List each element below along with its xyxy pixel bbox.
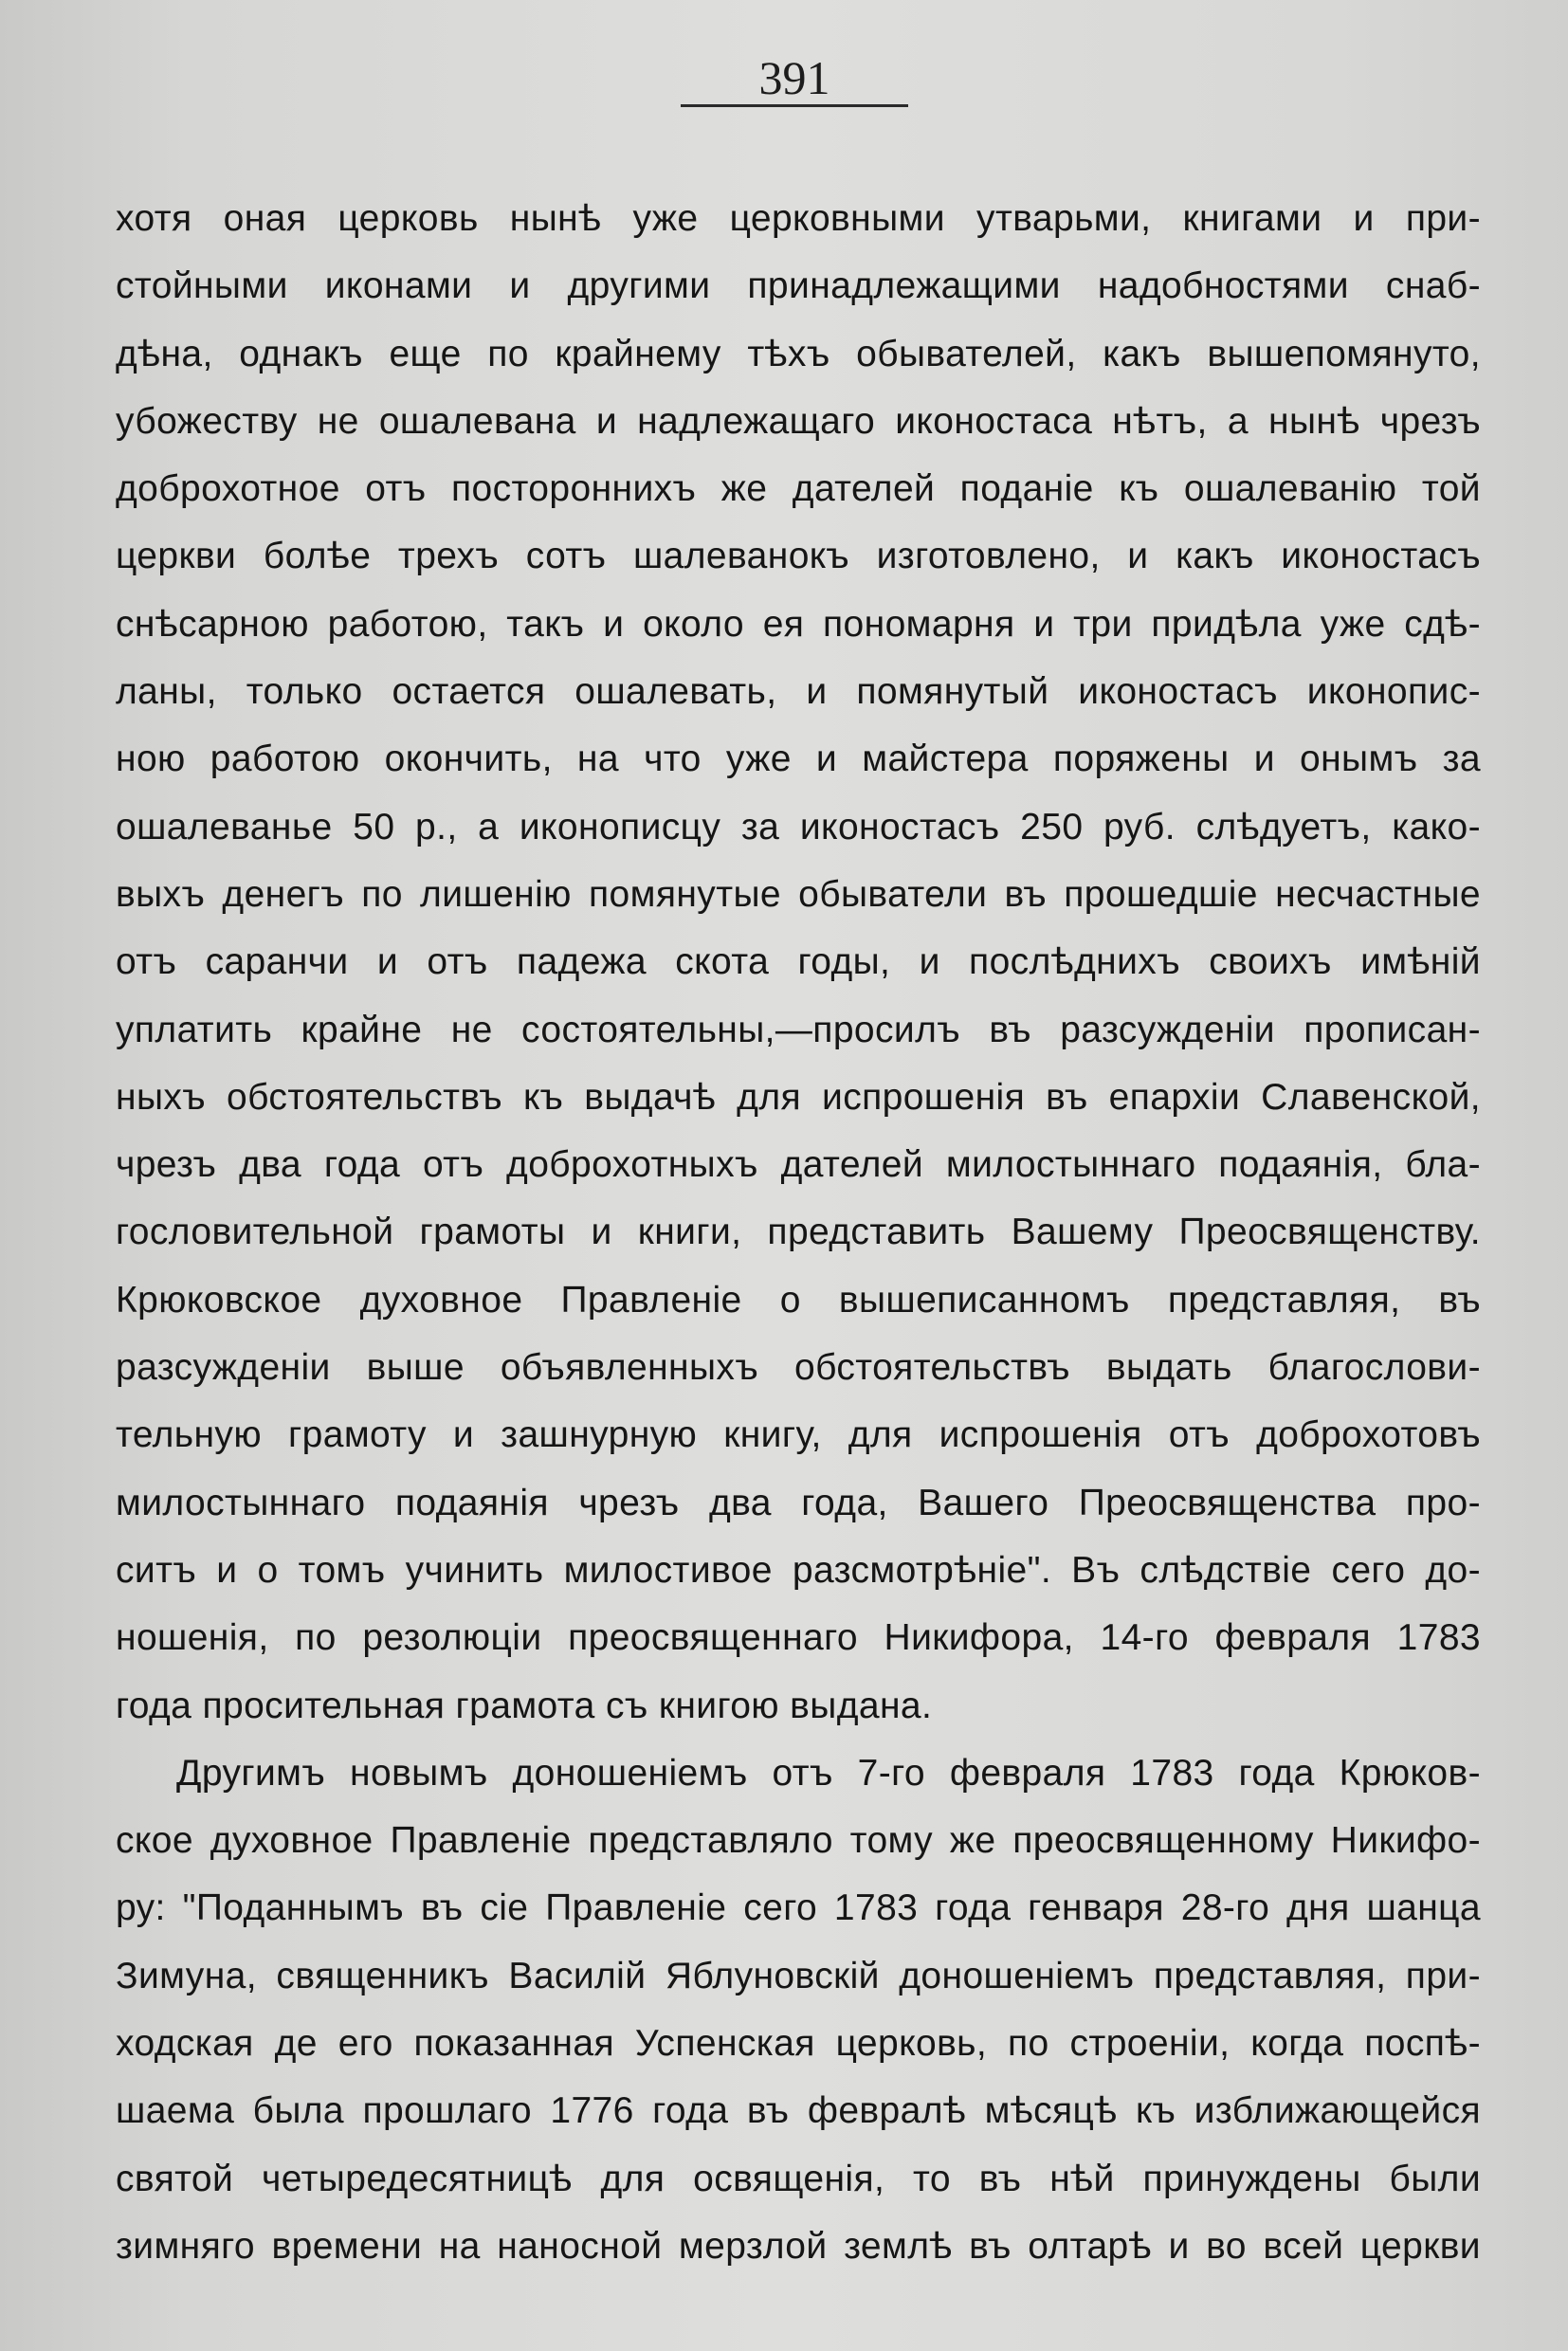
body-text bbox=[116, 185, 1481, 2280]
paragraph-end-line: года просительная грамота съ книгою выдана. bbox=[116, 1685, 933, 1726]
text-line: ру: "Поданнымъ въ сіе Правленіе сего 1783 года генваря 28-го дня шанца bbox=[116, 1887, 1481, 1929]
page-number-rule bbox=[681, 104, 908, 107]
text-line: убожеству не ошалевана и надлежащаго иконостаса нѣтъ, а нынѣ чрезъ bbox=[116, 400, 1481, 442]
text-line: гословительной грамоты и книги, представить Вашему Преосвященству. bbox=[116, 1212, 1481, 1253]
text-line: доброхотное отъ постороннихъ же дателей поданіе къ ошалеванію той bbox=[116, 468, 1481, 510]
page-number: 391 bbox=[758, 51, 830, 104]
text-line: ною работою окончить, на что уже и майстера поряжены и онымъ за bbox=[116, 738, 1481, 780]
text-line: ходская де его показанная Успенская церковь, по строеніи, когда поспѣ- bbox=[116, 2023, 1481, 2065]
text-line: снѣсарною работою, такъ и около ея пономарня и три придѣла уже сдѣ- bbox=[116, 603, 1481, 645]
text-line: тельную грамоту и зашнурную книгу, для испрошенія отъ доброхотовъ bbox=[116, 1414, 1481, 1456]
text-line: зимняго времени на наносной мерзлой землѣ въ олтарѣ и во всей церкви bbox=[116, 2225, 1481, 2267]
text-line: ланы, только остается ошалевать, и помянутый иконостасъ иконопис- bbox=[116, 671, 1481, 713]
text-line: святой четыредесятницѣ для освященія, то въ нѣй принуждены были bbox=[116, 2158, 1481, 2199]
text-line: стойными иконами и другими принадлежащими надобностями снаб- bbox=[116, 265, 1481, 307]
text-line: милостыннаго подаянія чрезъ два года, Вашего Преосвященства про- bbox=[116, 1482, 1481, 1523]
text-line: разсужденіи выше объявленныхъ обстоятельствъ выдать благослови- bbox=[116, 1347, 1481, 1389]
text-line: выхъ денегъ по лишенію помянутые обыватели въ прошедшіе несчастные bbox=[116, 873, 1481, 915]
text-line: ситъ и о томъ учинить милостивое разсмотрѣніе". Въ слѣдствіе сего до- bbox=[116, 1549, 1481, 1591]
text-line: ошалеванье 50 р., а иконописцу за иконостасъ 250 руб. слѣдуетъ, како- bbox=[116, 806, 1481, 847]
text-line: Крюковское духовное Правленіе о вышеписанномъ представляя, въ bbox=[116, 1279, 1481, 1321]
text-line: ское духовное Правленіе представляло тому же преосвященному Никифо- bbox=[116, 1820, 1481, 1862]
text-line: ношенія, по резолюціи преосвященнаго Никифора, 14-го февраля 1783 bbox=[116, 1617, 1481, 1659]
text-line: шаема была прошлаго 1776 года въ февралѣ мѣсяцѣ къ изближающейся bbox=[116, 2090, 1481, 2132]
text-line: уплатить крайне не состоятельны,—просилъ въ разсужденіи прописан- bbox=[116, 1009, 1481, 1050]
text-line: отъ саранчи и отъ падежа скота годы, и послѣднихъ своихъ имѣній bbox=[116, 941, 1481, 983]
text-line: Зимуна, священникъ Василій Яблуновскій доношеніемъ представляя, при- bbox=[116, 1955, 1481, 1996]
text-line: церкви болѣе трехъ сотъ шалеванокъ изготовлено, и какъ иконостасъ bbox=[116, 536, 1481, 577]
text-line: чрезъ два года отъ доброхотныхъ дателей милостыннаго подаянія, бла- bbox=[116, 1144, 1481, 1186]
text-line: ныхъ обстоятельствъ къ выдачѣ для испрошенія въ епархіи Славенской, bbox=[116, 1076, 1481, 1118]
text-line: хотя оная церковь нынѣ уже церковными утварьми, книгами и при- bbox=[116, 198, 1481, 239]
paragraph-start-line: Другимъ новымъ доношеніемъ отъ 7-го февраля 1783 года Крюков- bbox=[176, 1752, 1481, 1794]
text-line: дѣна, однакъ еще по крайнему тѣхъ обывателей, какъ вышепомянуто, bbox=[116, 333, 1481, 374]
